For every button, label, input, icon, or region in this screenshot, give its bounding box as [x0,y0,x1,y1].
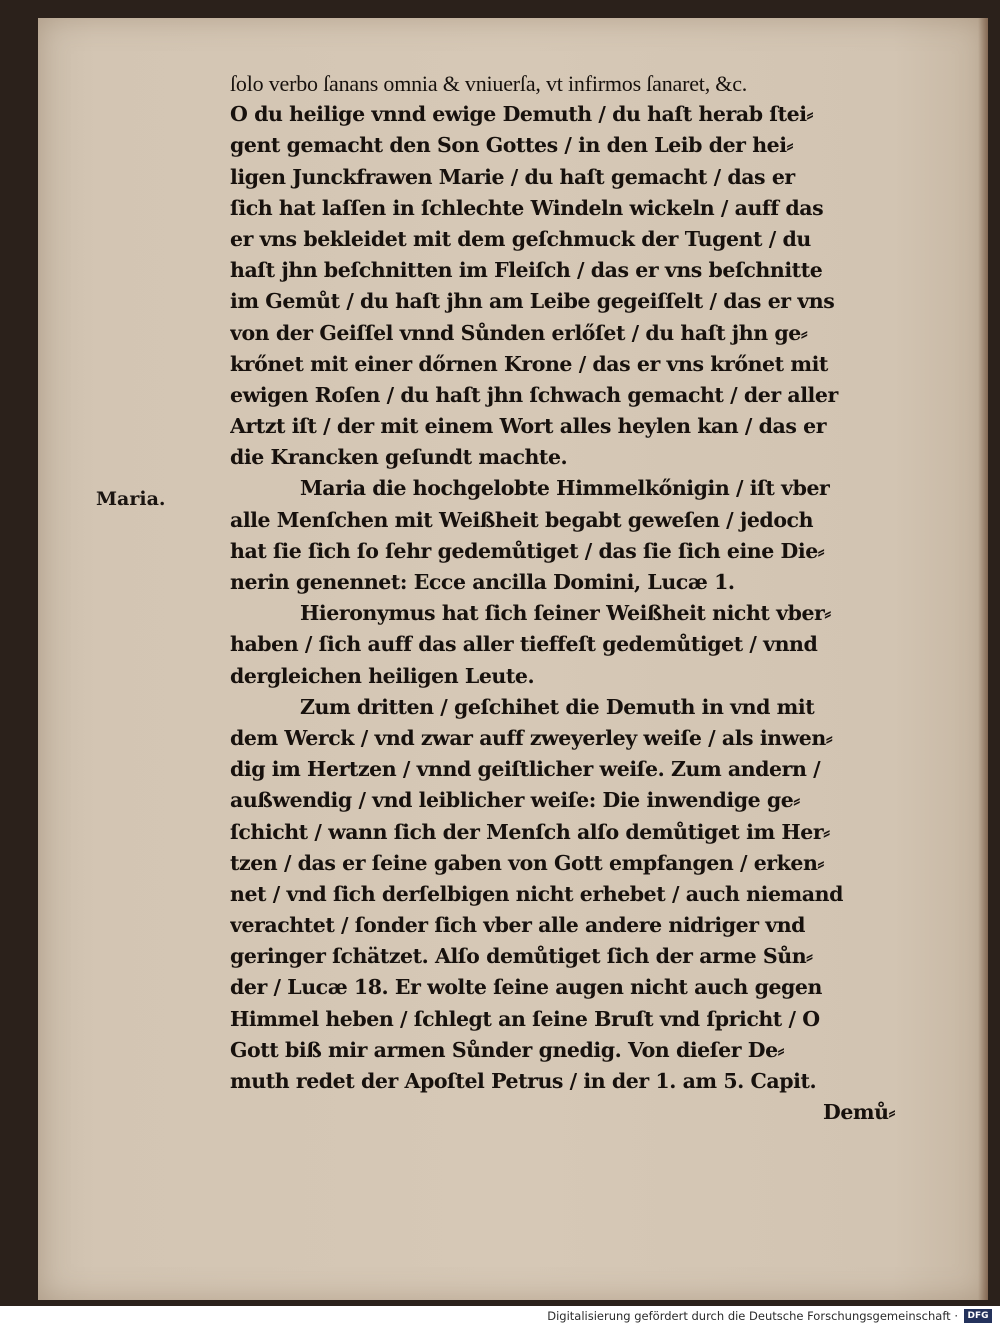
text-line: verachtet / ſonder ſich vber alle andere nidriger vnd [230,913,806,938]
text-line: Himmel heben / ſchlegt an ſeine Bruſt vnd ſpricht / O [230,1006,820,1031]
paragraph-start-line: Zum dritten / geſchihet die Demuth in vnd mit [300,694,815,719]
text-line: Gott biß mir armen Sůnder gnedig. Von dieſer De⸗ [230,1037,785,1062]
text-line: von der Geiſſel vnnd Sůnden erlőſet / du haſt jhn ge⸗ [230,320,808,345]
text-line: Artzt iſt / der mit einem Wort alles heylen kan / das er [230,414,827,439]
text-line: gent gemacht den Son Gottes / in den Leib der hei⸗ [230,133,793,158]
text-line: ſchicht / wann ſich der Menſch alſo demůtiget im Her⸗ [230,819,830,844]
text-line: der / Lucæ 18. Er wolte ſeine augen nicht auch gegen [230,975,822,1000]
dfg-logo: DFG [964,1309,992,1323]
text-line: dergleichen heiligen Leute. [230,663,535,688]
text-line: O du heilige vnnd ewige Demuth / du haſt herab ſtei⸗ [230,102,813,127]
text-line: dig im Hertzen / vnnd geiſtlicher weiſe. Zum andern / [230,757,821,782]
footer-bar [0,1306,1000,1328]
text-line: tzen / das er ſeine gaben von Gott empfangen / erken⸗ [230,850,824,875]
margin-note: Maria. [96,488,166,510]
text-line: dem Werck / vnd zwar auff zweyerley weiſe / als inwen⸗ [230,725,833,750]
text-line: haben / ſich auff das aller tieffeſt gedemůtiget / vnnd [230,632,818,657]
paragraph-start-line: Hieronymus hat ſich ſeiner Weißheit nicht vber⸗ [300,601,831,626]
text-line: im Gemůt / du haſt jhn am Leibe gegeiſſelt / das er vns [230,289,835,314]
text-line: ewigen Roſen / du haſt jhn ſchwach gemacht / der aller [230,382,838,407]
text-line: ſich hat laſſen in ſchlechte Windeln wickeln / auff das [230,195,824,220]
catchword: Demů⸗ [823,1100,895,1125]
text-line: alle Menſchen mit Weißheit begabt geweſen / jedoch [230,507,814,532]
text-line: ligen Junckfrawen Marie / du haſt gemacht / das er [230,164,795,189]
text-line: außwendig / vnd leiblicher weiſe: Die inwendige ge⸗ [230,788,800,813]
page-edge-shadow [978,18,988,1300]
text-line: net / vnd ſich derſelbigen nicht erhebet / auch niemand [230,881,843,906]
text-line: muth redet der Apoſtel Petrus / in der 1. am 5. Capit. [230,1069,817,1093]
text-line: haſt jhn beſchnitten im Fleiſch / das er vns beſchnitte [230,258,823,283]
text-line: nerin genennet: Ecce ancilla Domini, Lucæ 1. [230,570,735,594]
paragraph-start-line: Maria die hochgelobte Himmelkőnigin / iſt vber [300,476,830,501]
digitization-credit: Digitalisierung gefördert durch die Deutsche Forschungsgemeinschaft · [547,1309,958,1323]
text-line: geringer ſchätzet. Alſo demůtiget ſich der arme Sůn⸗ [230,944,813,969]
text-line: krőnet mit einer dőrnen Krone / das er vns krőnet mit [230,351,828,376]
text-line: die Krancken geſundt machte. [230,445,568,470]
text-line: er vns bekleidet mit dem geſchmuck der Tugent / du [230,226,811,251]
text-line: hat ſie ſich ſo ſehr gedemůtiget / das ſie ſich eine Die⸗ [230,538,825,563]
main-text-block [230,68,895,1128]
text-line: ſolo verbo ſanans omnia & vniuerſa, vt infirmos ſanaret, &c. [230,71,748,96]
